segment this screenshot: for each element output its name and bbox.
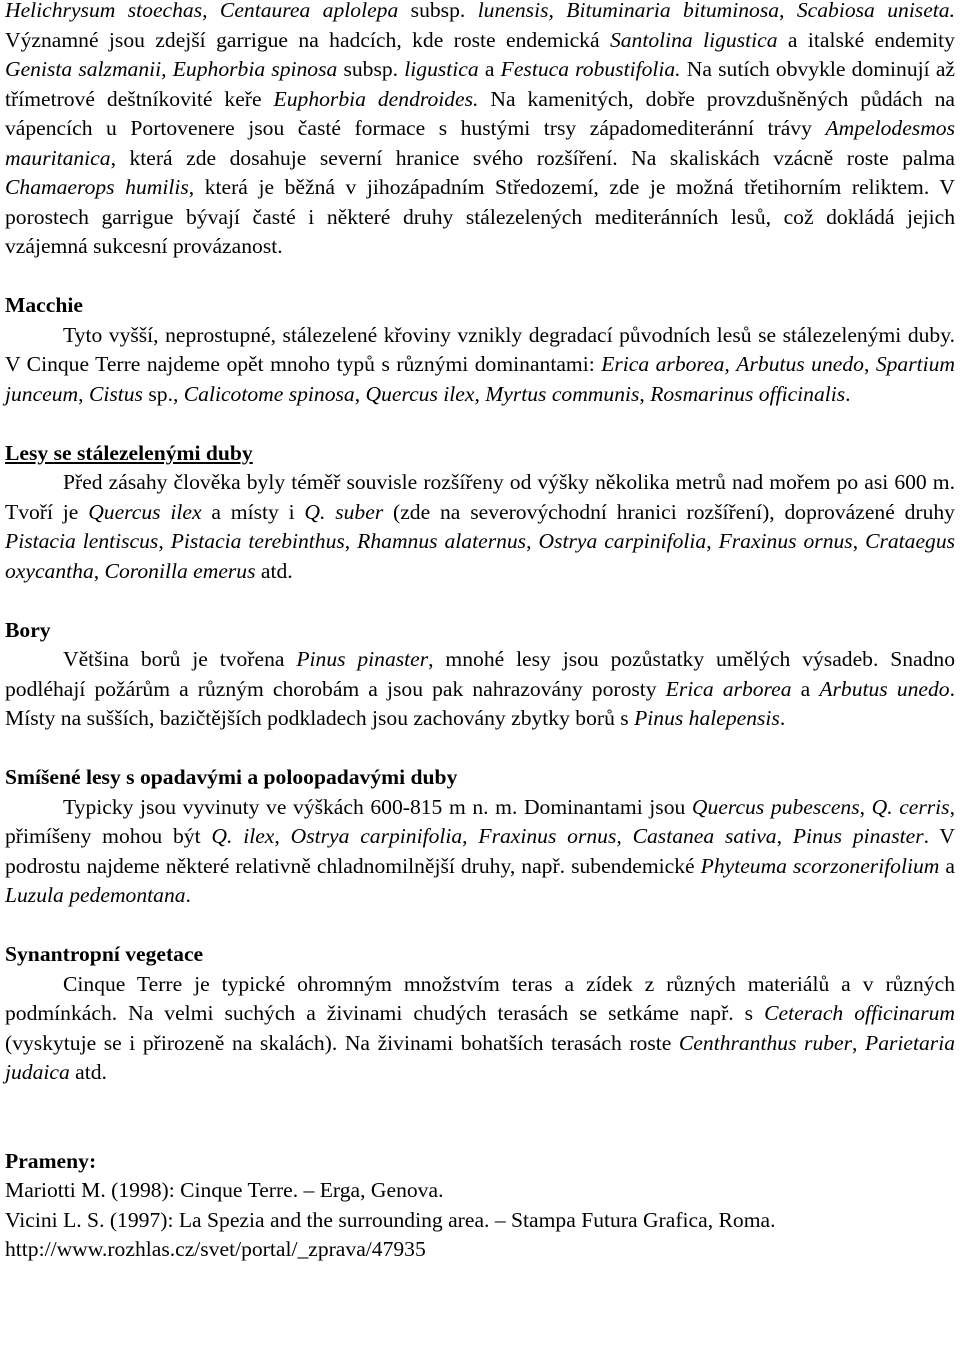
section-smisene: [5, 763, 955, 911]
section-paragraph: Typicky jsou vyvinuty ve výškách 600-815 m n. m. Dominantami jsou Quercus pubescens, Q. cerris, přimíšeny mohou být Q. ilex, Ostrya carpinifolia, Fraxinus ornus, Castanea sativa, Pinus pinaster. V podrostu najdeme některé relativně chladnomilnější druhy, např. subendemické Phyteuma scorzonerifolium a Luzula pedemontana.: [5, 794, 956, 907]
section-heading: Synantropní vegetace: [5, 942, 204, 966]
species-name: Festuca robustifolia.: [500, 57, 681, 81]
section-paragraph: Tyto vyšší, neprostupné, stálezelené křoviny vznikly degradací původních lesů se stálezelenými duby. V Cinque Terre najdeme opět mnoho typů s různými dominantami: Erica arborea, Arbutus unedo, Spartium junceum, Cistus sp., Calicotome spinosa, Quercus ilex, Myrtus communis, Rosmarinus officinalis.: [5, 322, 955, 406]
section-paragraph: Před zásahy člověka byly téměř souvisle rozšířeny od výšky několika metrů nad mořem po asi 600 m. Tvoří je Quercus ilex a místy i Q. suber (zde na severovýchodní hranici rozšíření), doprovázené druhy Pistacia lentiscus, Pistacia terebinthus, Rhamnus alaternus, Ostrya carpinifolia, Fraxinus ornus, Crataegus oxycantha, Coronilla emerus atd.: [5, 470, 956, 583]
species-name: Helichrysum stoechas, Centaurea aplolepa: [5, 0, 399, 22]
sources-section: [5, 1147, 955, 1265]
section-heading: Smíšené lesy s opadavými a poloopadavými duby: [5, 765, 458, 789]
sources-heading: Prameny:: [5, 1148, 97, 1173]
species-name: Genista salzmanii, Euphorbia spinosa: [5, 57, 338, 81]
species-name: Euphorbia dendroides.: [273, 86, 479, 111]
reference-item: Vicini L. S. (1997): La Spezia and the surrounding area. – Stampa Futura Grafica, Roma.: [5, 1207, 776, 1232]
species-name: Santolina ligustica: [609, 27, 778, 52]
document-page: [5, 0, 955, 1265]
section-bory: [5, 616, 955, 734]
reference-item: Mariotti M. (1998): Cinque Terre. – Erga, Genova.: [5, 1178, 444, 1202]
reference-link[interactable]: http://www.rozhlas.cz/svet/portal/_zprava/47935: [5, 1237, 426, 1261]
species-name: Chamaerops humilis: [5, 175, 189, 199]
section-synantropni: [5, 940, 955, 1088]
section-heading: Macchie: [5, 293, 83, 317]
section-paragraph: Většina borů je tvořena Pinus pinaster, mnohé lesy jsou pozůstatky umělých výsadeb. Snadno podléhají požárům a různým chorobám a jsou pak nahrazovány porosty Erica arborea a Arbutus unedo. Místy na sušších, bazičtějších podkladech jsou zachovány zbytky borů s Pinus halepensis.: [5, 647, 955, 730]
section-heading: Bory: [5, 617, 51, 642]
garrigue-paragraph: Helichrysum stoechas, Centaurea aplolepa subsp. lunensis, Bituminaria bituminosa, Scabiosa uniseta. Významné jsou zdejší garrigue na hadcích, kde roste endemická Santolina ligustica a italské endemity Genista salzmanii, Euphorbia spinosa subsp. ligustica a Festuca robustifolia. Na sutích obvykle dominují až třímetrové deštníkovité keře Euphorbia dendroides. Na kamenitých, dobře provzdušněných půdách na vápencích u Portovenere jsou časté formace s hustými trsy západomediteránní trávy Ampelodesmos mauritanica, která zde dosahuje severní hranice svého rozšíření. Na skaliskách vzácně roste palma Chamaerops humilis, která je běžná v jihozápadním Středozemí, zde je možná třetihorním reliktem. V porostech garrigue bývají časté i některé druhy stálezelených mediteránních lesů, což dokládá jejich vzájemná sukcesní provázanost.: [5, 0, 956, 258]
species-name: Ampelodesmos mauritanica: [5, 116, 955, 170]
species-name: lunensis, Bituminaria bituminosa, Scabiosa uniseta.: [477, 0, 955, 22]
section-macchie: [5, 291, 955, 409]
species-name: ligustica: [404, 57, 479, 81]
section-heading: Lesy se stálezelenými duby: [5, 440, 253, 465]
section-lesy: [5, 439, 955, 587]
section-paragraph: Cinque Terre je typické ohromným množstvím teras a zídek z různých materiálů a v různých podmínkách. Na velmi suchých a živinami chudých terasách se setkáme např. s Ceterach officinarum (vyskytuje se i přirozeně na skalách). Na živinami bohatších terasách roste Centhranthus ruber, Parietaria judaica atd.: [5, 971, 956, 1084]
